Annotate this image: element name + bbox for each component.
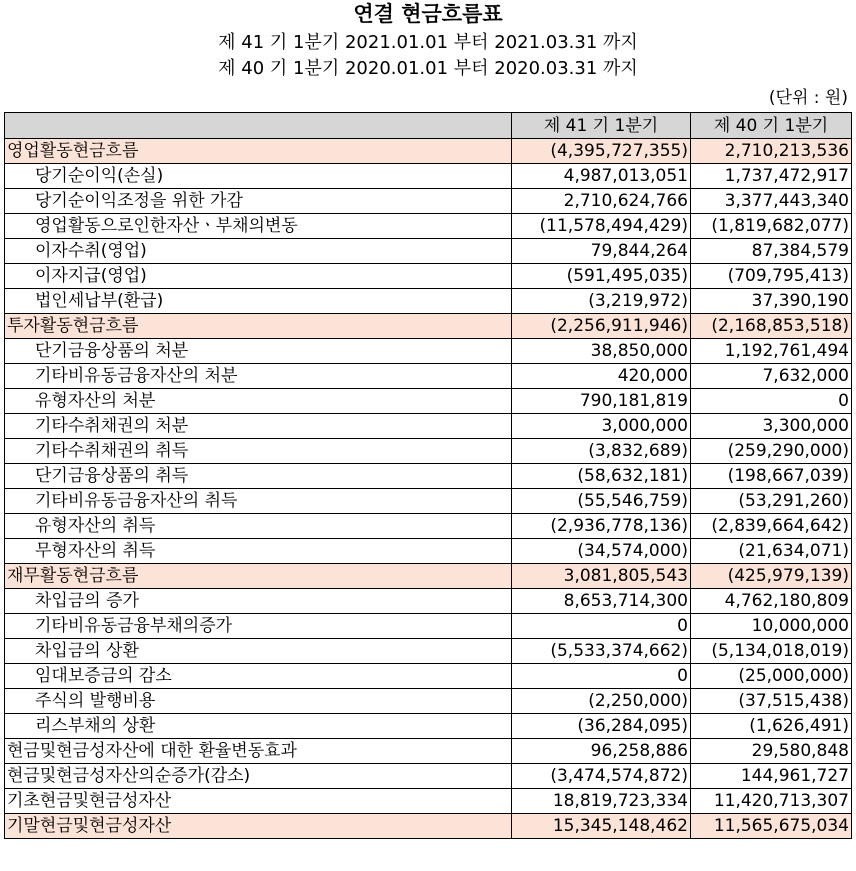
row-label: 리스부채의 상환 [5, 714, 512, 739]
row-current-value: (4,395,727,355) [512, 139, 691, 164]
row-prior-value: 10,000,000 [691, 614, 852, 639]
table-row [5, 264, 852, 289]
row-label: 영업활동으로인한자산ㆍ부채의변동 [5, 214, 512, 239]
row-current-value: 4,987,013,051 [512, 164, 691, 189]
row-prior-value: 0 [691, 389, 852, 414]
table-row [5, 689, 852, 714]
table-row [5, 739, 852, 764]
row-label: 재무활동현금흐름 [5, 564, 512, 589]
table-row [5, 514, 852, 539]
row-label: 주식의 발행비용 [5, 689, 512, 714]
row-current-value: (11,578,494,429) [512, 214, 691, 239]
row-current-value: 38,850,000 [512, 339, 691, 364]
section-row [5, 564, 852, 589]
row-current-value: 790,181,819 [512, 389, 691, 414]
row-prior-value: 11,420,713,307 [691, 789, 852, 814]
table-row [5, 714, 852, 739]
row-current-value: (3,219,972) [512, 289, 691, 314]
table-row [5, 189, 852, 214]
row-prior-value: (2,168,853,518) [691, 314, 852, 339]
table-row [5, 639, 852, 664]
period-prior: 제 40 기 1분기 2020.01.01 부터 2020.03.31 까지 [218, 58, 638, 79]
table-row [5, 664, 852, 689]
row-label: 유형자산의 처분 [5, 389, 512, 414]
table-row [5, 339, 852, 364]
period-current: 제 41 기 1분기 2021.01.01 부터 2021.03.31 까지 [218, 32, 638, 53]
row-label: 투자활동현금흐름 [5, 314, 512, 339]
row-label: 당기순이익(손실) [5, 164, 512, 189]
row-current-value: (3,474,574,872) [512, 764, 691, 789]
table-row [5, 164, 852, 189]
row-current-value: 8,653,714,300 [512, 589, 691, 614]
row-current-value: 15,345,148,462 [512, 814, 691, 839]
row-current-value: (58,632,181) [512, 464, 691, 489]
row-label: 기타수취채권의 처분 [5, 414, 512, 439]
statement-header [0, 0, 856, 112]
table-row [5, 614, 852, 639]
header-label-cell [5, 113, 512, 139]
row-label: 유형자산의 취득 [5, 514, 512, 539]
row-prior-value: (259,290,000) [691, 439, 852, 464]
row-prior-value: 7,632,000 [691, 364, 852, 389]
table-row [5, 364, 852, 389]
row-prior-value: 29,580,848 [691, 739, 852, 764]
section-row [5, 139, 852, 164]
statement-title: 연결 현금흐름표 [353, 2, 503, 26]
row-current-value: 2,710,624,766 [512, 189, 691, 214]
header-current-period: 제 41 기 1분기 [512, 113, 691, 139]
table-body [5, 139, 852, 839]
row-current-value: (55,546,759) [512, 489, 691, 514]
row-prior-value: (53,291,260) [691, 489, 852, 514]
row-label: 무형자산의 취득 [5, 539, 512, 564]
row-current-value: 79,844,264 [512, 239, 691, 264]
row-label: 기타수취채권의 취득 [5, 439, 512, 464]
table-row [5, 439, 852, 464]
table-row [5, 464, 852, 489]
row-label: 이자수취(영업) [5, 239, 512, 264]
row-prior-value: (2,839,664,642) [691, 514, 852, 539]
cash-flow-table [4, 112, 852, 839]
row-current-value: (2,936,778,136) [512, 514, 691, 539]
row-label: 차입금의 상환 [5, 639, 512, 664]
table-row [5, 239, 852, 264]
row-label: 기타비유동금융자산의 취득 [5, 489, 512, 514]
section-row [5, 814, 852, 839]
row-current-value: 0 [512, 614, 691, 639]
row-current-value: 3,000,000 [512, 414, 691, 439]
table-row [5, 764, 852, 789]
row-label: 기초현금및현금성자산 [5, 789, 512, 814]
row-prior-value: 144,961,727 [691, 764, 852, 789]
row-prior-value: (1,819,682,077) [691, 214, 852, 239]
row-prior-value: 3,300,000 [691, 414, 852, 439]
table-row [5, 414, 852, 439]
row-prior-value: (425,979,139) [691, 564, 852, 589]
row-label: 현금및현금성자산에 대한 환율변동효과 [5, 739, 512, 764]
table-row [5, 389, 852, 414]
row-current-value: (34,574,000) [512, 539, 691, 564]
table-header-row [5, 113, 852, 139]
header-prior-period: 제 40 기 1분기 [691, 113, 852, 139]
table-row [5, 789, 852, 814]
row-prior-value: 1,737,472,917 [691, 164, 852, 189]
table-row [5, 289, 852, 314]
row-label: 단기금융상품의 취득 [5, 464, 512, 489]
row-current-value: 18,819,723,334 [512, 789, 691, 814]
table-row [5, 489, 852, 514]
row-label: 이자지급(영업) [5, 264, 512, 289]
row-prior-value: 87,384,579 [691, 239, 852, 264]
row-label: 기타비유동금융부채의증가 [5, 614, 512, 639]
row-prior-value: (37,515,438) [691, 689, 852, 714]
table-row [5, 214, 852, 239]
row-prior-value: 1,192,761,494 [691, 339, 852, 364]
row-current-value: (591,495,035) [512, 264, 691, 289]
row-current-value: 0 [512, 664, 691, 689]
row-prior-value: 37,390,190 [691, 289, 852, 314]
row-label: 단기금융상품의 처분 [5, 339, 512, 364]
row-prior-value: (1,626,491) [691, 714, 852, 739]
row-current-value: (5,533,374,662) [512, 639, 691, 664]
row-current-value: 420,000 [512, 364, 691, 389]
row-label: 현금및현금성자산의순증가(감소) [5, 764, 512, 789]
row-prior-value: (5,134,018,019) [691, 639, 852, 664]
unit-label: (단위 : 원) [768, 88, 848, 108]
row-prior-value: (198,667,039) [691, 464, 852, 489]
row-current-value: (3,832,689) [512, 439, 691, 464]
row-label: 임대보증금의 감소 [5, 664, 512, 689]
row-current-value: (36,284,095) [512, 714, 691, 739]
table-row [5, 539, 852, 564]
row-prior-value: (25,000,000) [691, 664, 852, 689]
section-row [5, 314, 852, 339]
row-label: 차입금의 증가 [5, 589, 512, 614]
row-label: 당기순이익조정을 위한 가감 [5, 189, 512, 214]
row-prior-value: (709,795,413) [691, 264, 852, 289]
row-prior-value: 4,762,180,809 [691, 589, 852, 614]
row-label: 법인세납부(환급) [5, 289, 512, 314]
row-current-value: (2,256,911,946) [512, 314, 691, 339]
row-label: 기타비유동금융자산의 처분 [5, 364, 512, 389]
row-prior-value: 2,710,213,536 [691, 139, 852, 164]
row-current-value: 96,258,886 [512, 739, 691, 764]
row-prior-value: 3,377,443,340 [691, 189, 852, 214]
row-current-value: 3,081,805,543 [512, 564, 691, 589]
row-label: 영업활동현금흐름 [5, 139, 512, 164]
row-prior-value: (21,634,071) [691, 539, 852, 564]
row-prior-value: 11,565,675,034 [691, 814, 852, 839]
row-current-value: (2,250,000) [512, 689, 691, 714]
row-label: 기말현금및현금성자산 [5, 814, 512, 839]
table-row [5, 589, 852, 614]
